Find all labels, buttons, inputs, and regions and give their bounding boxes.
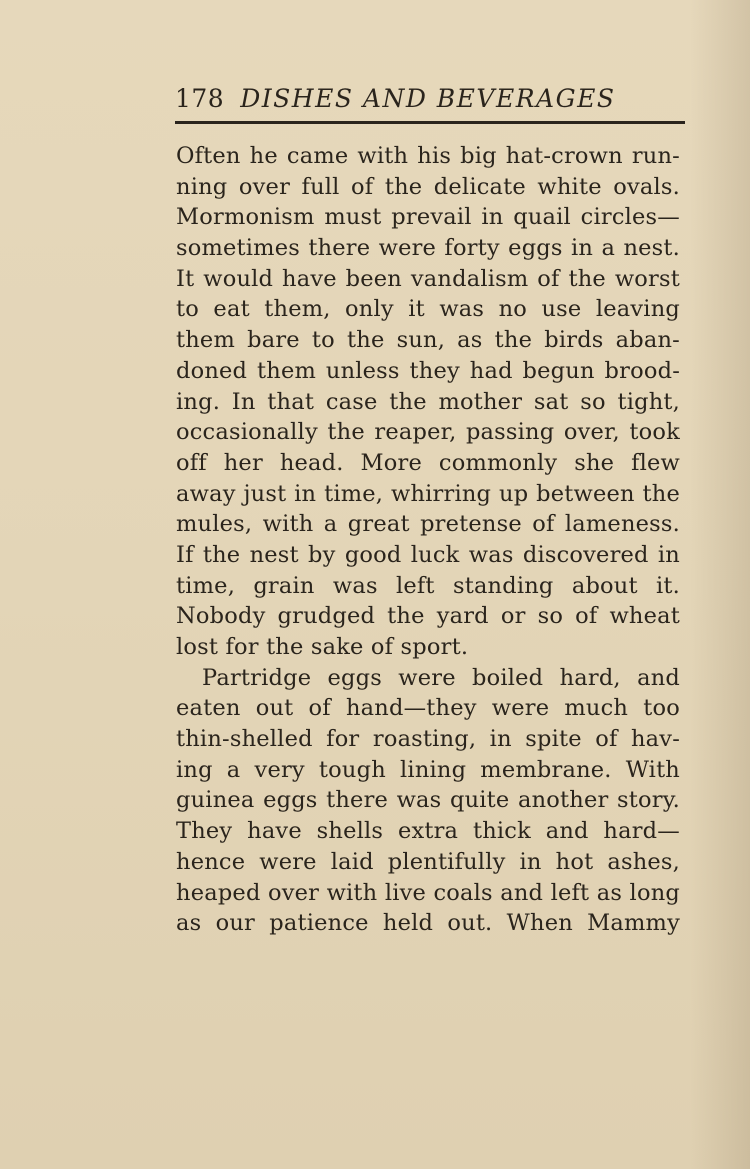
text-line: If the nest by good luck was discovered in (176, 541, 680, 568)
text-line: to eat them, only it was no use leaving (176, 296, 680, 323)
text-line: mules, with a great pretense of lameness. (176, 511, 680, 538)
text-line: sometimes there were forty eggs in a nest. (176, 235, 680, 262)
text-line: occasionally the reaper, passing over, took (176, 419, 680, 446)
body-text (176, 141, 680, 939)
text-line: Nobody grudged the yard or so of wheat (176, 603, 680, 630)
text-line: Partridge eggs were boiled hard, and (202, 664, 680, 691)
text-line: ning over full of the delicate white ovals. (176, 173, 680, 200)
text-line: them bare to the sun, as the birds aban- (176, 327, 680, 354)
text-line: eaten out of hand—they were much too (176, 695, 680, 722)
text-line: away just in time, whirring up between the (176, 480, 680, 507)
text-line: as our patience held out. When Mammy (176, 910, 680, 937)
text-line: Mormonism must prevail in quail circles— (176, 204, 680, 231)
text-line: heaped over with live coals and left as long (176, 879, 680, 906)
text-line: doned them unless they had begun brood- (176, 357, 680, 384)
text-line: thin-shelled for roasting, in spite of hav- (176, 726, 680, 753)
text-line: time, grain was left standing about it. (176, 572, 680, 599)
page-header (175, 84, 685, 120)
text-line: hence were laid plentifully in hot ashes, (176, 848, 680, 875)
text-line: off her head. More commonly she flew (176, 449, 680, 476)
text-line: It would have been vandalism of the worst (176, 265, 680, 292)
page-number: 178 (175, 84, 225, 113)
text-line: ing a very tough lining membrane. With (176, 756, 680, 783)
text-line: lost for the sake of sport. (176, 634, 469, 660)
text-line: Often he came with his big hat-crown run- (176, 143, 680, 169)
text-line: They have shells extra thick and hard— (176, 818, 680, 845)
text-line: guinea eggs there was quite another story. (176, 787, 680, 814)
running-head: DISHES AND BEVERAGES (240, 84, 616, 113)
text-line: ing. In that case the mother sat so tight, (176, 388, 680, 415)
header-rule (175, 121, 685, 124)
